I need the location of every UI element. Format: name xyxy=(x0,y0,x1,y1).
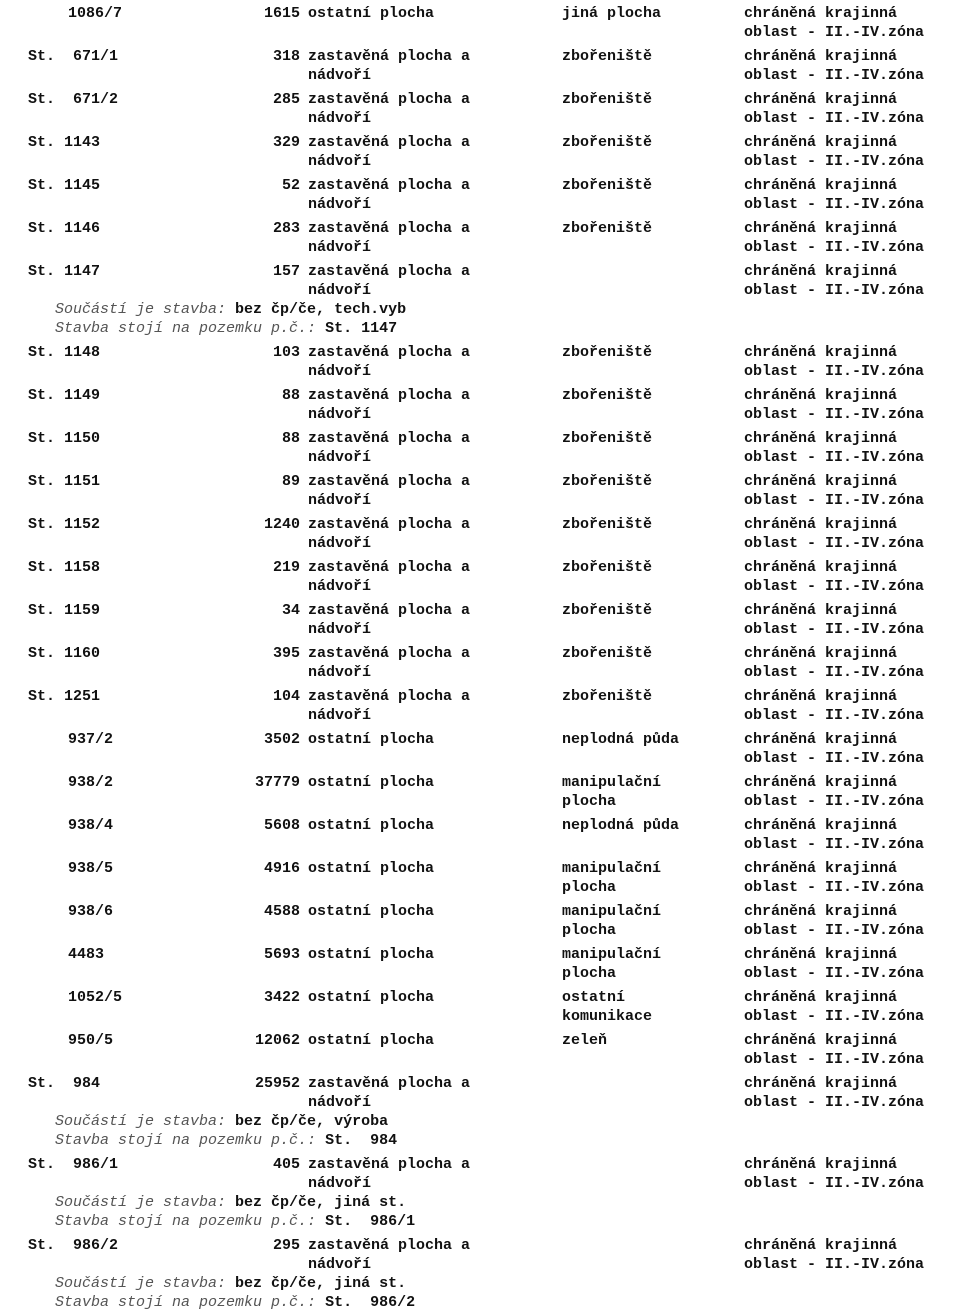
land-type-cell xyxy=(308,4,548,23)
protection-line: oblast - II.-IV.zóna xyxy=(744,707,925,724)
land-type-line: zastavěná plocha a xyxy=(308,473,471,490)
protection-line: chráněná krajinná xyxy=(744,134,898,151)
protection-line: oblast - II.-IV.zóna xyxy=(744,282,925,299)
parcel-number: St. 1251 xyxy=(28,688,101,705)
land-type-cell xyxy=(308,176,548,214)
land-use-cell xyxy=(562,515,732,534)
land-type-line: ostatní plocha xyxy=(308,1032,435,1049)
land-use-cell xyxy=(562,601,732,620)
note-value: St. 984 xyxy=(325,1132,398,1149)
land-type-cell xyxy=(308,773,548,792)
land-type-cell xyxy=(308,1236,548,1274)
protection-cell xyxy=(744,133,974,171)
building-note xyxy=(55,1131,397,1150)
land-use-cell xyxy=(562,816,732,835)
note-value: bez čp/če, jiná st. xyxy=(235,1275,407,1292)
parcel-number: St. 1145 xyxy=(28,177,101,194)
land-use-cell xyxy=(562,687,732,706)
land-use-cell xyxy=(562,343,732,362)
note-label: Součástí je stavba: xyxy=(55,1275,227,1292)
land-use-line: manipulační xyxy=(562,903,662,920)
parcel-number: 938/6 xyxy=(68,903,114,920)
protection-cell xyxy=(744,902,974,940)
land-type-line: ostatní plocha xyxy=(308,989,435,1006)
land-type-line: nádvoří xyxy=(308,664,372,681)
land-type-cell xyxy=(308,472,548,510)
land-type-line: ostatní plocha xyxy=(308,731,435,748)
land-type-line: zastavěná plocha a xyxy=(308,1075,471,1092)
land-use-line: zbořeniště xyxy=(562,516,653,533)
parcel-area: 5608 xyxy=(263,817,300,834)
land-use-cell xyxy=(562,773,732,811)
parcel-area: 12062 xyxy=(254,1032,300,1049)
land-use-cell xyxy=(562,902,732,940)
protection-cell xyxy=(744,687,974,725)
land-use-line: neplodná půda xyxy=(562,731,680,748)
land-type-cell xyxy=(308,90,548,128)
parcel-area: 3502 xyxy=(263,731,300,748)
parcel-number: St. 1143 xyxy=(28,134,101,151)
land-use-cell xyxy=(562,859,732,897)
protection-line: chráněná krajinná xyxy=(744,1075,898,1092)
parcel-number: St. 671/1 xyxy=(28,48,119,65)
land-type-line: nádvoří xyxy=(308,110,372,127)
protection-cell xyxy=(744,816,974,854)
land-use-cell xyxy=(562,47,732,66)
protection-cell xyxy=(744,515,974,553)
protection-cell xyxy=(744,429,974,467)
note-label: Stavba stojí na pozemku p.č.: xyxy=(55,1213,317,1230)
protection-line: chráněná krajinná xyxy=(744,516,898,533)
land-type-cell xyxy=(308,47,548,85)
land-use-cell xyxy=(562,472,732,491)
parcel-area: 103 xyxy=(272,344,300,361)
protection-cell xyxy=(744,472,974,510)
parcel-number: 1086/7 xyxy=(68,5,123,22)
protection-cell xyxy=(744,773,974,811)
building-note xyxy=(55,1293,415,1312)
protection-line: chráněná krajinná xyxy=(744,177,898,194)
protection-cell xyxy=(744,1031,974,1069)
parcel-area: 219 xyxy=(272,559,300,576)
parcel-area: 25952 xyxy=(254,1075,300,1092)
parcel-number: 938/2 xyxy=(68,774,114,791)
parcel-area: 395 xyxy=(272,645,300,662)
building-note xyxy=(55,1193,406,1212)
protection-cell xyxy=(744,262,974,300)
land-use-line: zbořeniště xyxy=(562,430,653,447)
protection-line: chráněná krajinná xyxy=(744,731,898,748)
protection-line: oblast - II.-IV.zóna xyxy=(744,1051,925,1068)
land-type-line: nádvoří xyxy=(308,406,372,423)
parcel-area: 3422 xyxy=(263,989,300,1006)
land-type-cell xyxy=(308,687,548,725)
land-use-cell xyxy=(562,176,732,195)
protection-line: oblast - II.-IV.zóna xyxy=(744,449,925,466)
note-value: bez čp/če, jiná st. xyxy=(235,1194,407,1211)
land-use-line: zbořeniště xyxy=(562,688,653,705)
land-use-line: zbořeniště xyxy=(562,177,653,194)
land-use-line: zbořeniště xyxy=(562,91,653,108)
protection-line: oblast - II.-IV.zóna xyxy=(744,836,925,853)
protection-line: oblast - II.-IV.zóna xyxy=(744,879,925,896)
note-label: Součástí je stavba: xyxy=(55,301,227,318)
parcel-number: St. 1146 xyxy=(28,220,101,237)
land-use-cell xyxy=(562,429,732,448)
land-use-line: plocha xyxy=(562,922,617,939)
land-type-cell xyxy=(308,133,548,171)
protection-line: chráněná krajinná xyxy=(744,344,898,361)
protection-line: chráněná krajinná xyxy=(744,91,898,108)
protection-line: oblast - II.-IV.zóna xyxy=(744,363,925,380)
building-note xyxy=(55,1274,406,1293)
land-type-cell xyxy=(308,945,548,964)
land-type-line: ostatní plocha xyxy=(308,817,435,834)
land-use-line: zbořeniště xyxy=(562,473,653,490)
protection-line: chráněná krajinná xyxy=(744,1156,898,1173)
parcel-area: 1240 xyxy=(263,516,300,533)
protection-line: chráněná krajinná xyxy=(744,903,898,920)
land-type-line: zastavěná plocha a xyxy=(308,645,471,662)
land-type-cell xyxy=(308,1074,548,1112)
protection-cell xyxy=(744,4,974,42)
protection-line: oblast - II.-IV.zóna xyxy=(744,535,925,552)
parcel-area: 5693 xyxy=(263,946,300,963)
parcel-area: 283 xyxy=(272,220,300,237)
parcel-number: St. 1147 xyxy=(28,263,101,280)
land-type-cell xyxy=(308,262,548,300)
land-use-cell xyxy=(562,90,732,109)
land-type-cell xyxy=(308,343,548,381)
note-label: Stavba stojí na pozemku p.č.: xyxy=(55,320,317,337)
land-type-cell xyxy=(308,558,548,596)
protection-line: chráněná krajinná xyxy=(744,817,898,834)
parcel-area: 1615 xyxy=(263,5,300,22)
protection-cell xyxy=(744,47,974,85)
land-use-cell xyxy=(562,386,732,405)
land-type-line: zastavěná plocha a xyxy=(308,602,471,619)
parcel-area: 37779 xyxy=(254,774,300,791)
protection-line: chráněná krajinná xyxy=(744,860,898,877)
parcel-area: 318 xyxy=(272,48,300,65)
land-type-line: nádvoří xyxy=(308,621,372,638)
parcel-number: St. 1151 xyxy=(28,473,101,490)
protection-cell xyxy=(744,1155,974,1193)
protection-line: oblast - II.-IV.zóna xyxy=(744,1008,925,1025)
parcel-number: St. 1158 xyxy=(28,559,101,576)
parcel-number: St. 1160 xyxy=(28,645,101,662)
parcel-number: St. 671/2 xyxy=(28,91,119,108)
protection-line: chráněná krajinná xyxy=(744,774,898,791)
land-type-line: zastavěná plocha a xyxy=(308,48,471,65)
land-type-line: zastavěná plocha a xyxy=(308,688,471,705)
land-type-line: nádvoří xyxy=(308,196,372,213)
protection-line: oblast - II.-IV.zóna xyxy=(744,793,925,810)
protection-line: chráněná krajinná xyxy=(744,48,898,65)
protection-line: chráněná krajinná xyxy=(744,559,898,576)
land-type-line: nádvoří xyxy=(308,535,372,552)
note-value: St. 986/1 xyxy=(325,1213,416,1230)
land-type-cell xyxy=(308,730,548,749)
note-value: St. 1147 xyxy=(325,320,398,337)
parcel-area: 329 xyxy=(272,134,300,151)
land-type-line: zastavěná plocha a xyxy=(308,220,471,237)
land-type-line: ostatní plocha xyxy=(308,774,435,791)
land-type-line: nádvoří xyxy=(308,1175,372,1192)
land-type-line: zastavěná plocha a xyxy=(308,516,471,533)
protection-line: oblast - II.-IV.zóna xyxy=(744,67,925,84)
parcel-number: St. 986/1 xyxy=(28,1156,119,1173)
protection-line: oblast - II.-IV.zóna xyxy=(744,153,925,170)
protection-line: chráněná krajinná xyxy=(744,473,898,490)
land-type-line: nádvoří xyxy=(308,282,372,299)
protection-cell xyxy=(744,386,974,424)
parcel-number: 938/5 xyxy=(68,860,114,877)
parcel-area: 285 xyxy=(272,91,300,108)
parcel-area: 34 xyxy=(281,602,300,619)
parcel-number: St. 986/2 xyxy=(28,1237,119,1254)
protection-cell xyxy=(744,859,974,897)
protection-cell xyxy=(744,219,974,257)
land-type-cell xyxy=(308,859,548,878)
land-type-line: zastavěná plocha a xyxy=(308,387,471,404)
building-note xyxy=(55,1212,415,1231)
land-type-line: nádvoří xyxy=(308,707,372,724)
parcel-number: St. 984 xyxy=(28,1075,101,1092)
parcel-area: 4588 xyxy=(263,903,300,920)
parcel-number: St. 1152 xyxy=(28,516,101,533)
land-type-line: nádvoří xyxy=(308,153,372,170)
land-use-line: manipulační xyxy=(562,774,662,791)
building-note xyxy=(55,1112,388,1131)
land-type-cell xyxy=(308,1155,548,1193)
land-type-line: zastavěná plocha a xyxy=(308,177,471,194)
protection-line: oblast - II.-IV.zóna xyxy=(744,492,925,509)
protection-line: chráněná krajinná xyxy=(744,645,898,662)
land-use-line: zbořeniště xyxy=(562,602,653,619)
land-type-cell xyxy=(308,644,548,682)
note-label: Součástí je stavba: xyxy=(55,1194,227,1211)
parcel-number: 937/2 xyxy=(68,731,114,748)
note-value: St. 986/2 xyxy=(325,1294,416,1311)
land-use-cell xyxy=(562,644,732,663)
protection-cell xyxy=(744,558,974,596)
protection-line: oblast - II.-IV.zóna xyxy=(744,750,925,767)
land-type-cell xyxy=(308,1031,548,1050)
protection-line: chráněná krajinná xyxy=(744,602,898,619)
protection-line: chráněná krajinná xyxy=(744,688,898,705)
parcel-area: 157 xyxy=(272,263,300,280)
land-type-cell xyxy=(308,816,548,835)
land-type-line: zastavěná plocha a xyxy=(308,91,471,108)
protection-cell xyxy=(744,644,974,682)
land-use-line: plocha xyxy=(562,793,617,810)
protection-cell xyxy=(744,730,974,768)
land-type-line: zastavěná plocha a xyxy=(308,263,471,280)
land-type-line: zastavěná plocha a xyxy=(308,559,471,576)
land-use-line: zbořeniště xyxy=(562,220,653,237)
land-type-cell xyxy=(308,601,548,639)
protection-cell xyxy=(744,601,974,639)
protection-cell xyxy=(744,343,974,381)
building-note xyxy=(55,319,397,338)
land-type-line: ostatní plocha xyxy=(308,5,435,22)
land-type-line: ostatní plocha xyxy=(308,946,435,963)
land-use-line: zbořeniště xyxy=(562,559,653,576)
land-type-line: zastavěná plocha a xyxy=(308,344,471,361)
protection-cell xyxy=(744,945,974,983)
land-type-line: nádvoří xyxy=(308,67,372,84)
parcel-number: St. 1159 xyxy=(28,602,101,619)
land-type-line: zastavěná plocha a xyxy=(308,430,471,447)
land-type-cell xyxy=(308,386,548,424)
protection-line: chráněná krajinná xyxy=(744,430,898,447)
land-use-line: zbořeniště xyxy=(562,344,653,361)
protection-cell xyxy=(744,176,974,214)
land-use-line: plocha xyxy=(562,965,617,982)
protection-cell xyxy=(744,90,974,128)
protection-line: oblast - II.-IV.zóna xyxy=(744,664,925,681)
protection-line: oblast - II.-IV.zóna xyxy=(744,1175,925,1192)
protection-line: oblast - II.-IV.zóna xyxy=(744,406,925,423)
protection-line: chráněná krajinná xyxy=(744,220,898,237)
parcel-area: 88 xyxy=(281,387,300,404)
land-type-line: nádvoří xyxy=(308,239,372,256)
protection-cell xyxy=(744,1074,974,1112)
parcel-number: 1052/5 xyxy=(68,989,123,1006)
land-use-line: zbořeniště xyxy=(562,645,653,662)
parcel-number: 950/5 xyxy=(68,1032,114,1049)
protection-line: chráněná krajinná xyxy=(744,263,898,280)
protection-line: oblast - II.-IV.zóna xyxy=(744,578,925,595)
land-use-line: ostatní xyxy=(562,989,626,1006)
land-use-cell xyxy=(562,988,732,1026)
land-type-line: nádvoří xyxy=(308,578,372,595)
land-type-line: zastavěná plocha a xyxy=(308,1237,471,1254)
note-value: bez čp/če, tech.vyb xyxy=(235,301,407,318)
land-use-line: zbořeniště xyxy=(562,387,653,404)
parcel-area: 405 xyxy=(272,1156,300,1173)
protection-line: chráněná krajinná xyxy=(744,1032,898,1049)
protection-line: oblast - II.-IV.zóna xyxy=(744,110,925,127)
parcel-area: 104 xyxy=(272,688,300,705)
land-type-line: nádvoří xyxy=(308,492,372,509)
land-type-line: nádvoří xyxy=(308,1256,372,1273)
parcel-number: St. 1149 xyxy=(28,387,101,404)
land-use-line: zbořeniště xyxy=(562,134,653,151)
land-type-cell xyxy=(308,515,548,553)
protection-line: oblast - II.-IV.zóna xyxy=(744,1256,925,1273)
protection-line: oblast - II.-IV.zóna xyxy=(744,196,925,213)
protection-line: oblast - II.-IV.zóna xyxy=(744,24,925,41)
protection-line: chráněná krajinná xyxy=(744,5,898,22)
land-use-cell xyxy=(562,1031,732,1050)
land-type-line: nádvoří xyxy=(308,449,372,466)
land-type-cell xyxy=(308,429,548,467)
land-use-cell xyxy=(562,730,732,749)
land-use-cell xyxy=(562,133,732,152)
parcel-number: St. 1148 xyxy=(28,344,101,361)
protection-line: oblast - II.-IV.zóna xyxy=(744,922,925,939)
land-use-line: plocha xyxy=(562,879,617,896)
land-use-line: manipulační xyxy=(562,946,662,963)
protection-cell xyxy=(744,988,974,1026)
land-use-cell xyxy=(562,558,732,577)
parcel-area: 89 xyxy=(281,473,300,490)
land-type-cell xyxy=(308,219,548,257)
protection-line: chráněná krajinná xyxy=(744,1237,898,1254)
protection-line: oblast - II.-IV.zóna xyxy=(744,239,925,256)
land-type-line: nádvoří xyxy=(308,1094,372,1111)
land-use-line: zbořeniště xyxy=(562,48,653,65)
protection-line: chráněná krajinná xyxy=(744,387,898,404)
land-type-line: nádvoří xyxy=(308,363,372,380)
parcel-number: St. 1150 xyxy=(28,430,101,447)
note-value: bez čp/če, výroba xyxy=(235,1113,389,1130)
land-use-line: manipulační xyxy=(562,860,662,877)
land-type-line: ostatní plocha xyxy=(308,903,435,920)
land-type-line: zastavěná plocha a xyxy=(308,134,471,151)
land-use-line: jiná plocha xyxy=(562,5,662,22)
protection-line: oblast - II.-IV.zóna xyxy=(744,1094,925,1111)
parcel-area: 295 xyxy=(272,1237,300,1254)
protection-line: chráněná krajinná xyxy=(744,989,898,1006)
note-label: Stavba stojí na pozemku p.č.: xyxy=(55,1132,317,1149)
land-use-cell xyxy=(562,219,732,238)
land-type-cell xyxy=(308,988,548,1007)
protection-line: oblast - II.-IV.zóna xyxy=(744,621,925,638)
land-use-line: zeleň xyxy=(562,1032,608,1049)
land-type-line: zastavěná plocha a xyxy=(308,1156,471,1173)
land-use-cell xyxy=(562,4,732,23)
note-label: Součástí je stavba: xyxy=(55,1113,227,1130)
land-type-line: ostatní plocha xyxy=(308,860,435,877)
land-use-line: neplodná půda xyxy=(562,817,680,834)
protection-cell xyxy=(744,1236,974,1274)
parcel-area: 52 xyxy=(281,177,300,194)
building-note xyxy=(55,300,406,319)
land-type-cell xyxy=(308,902,548,921)
land-use-cell xyxy=(562,945,732,983)
protection-line: oblast - II.-IV.zóna xyxy=(744,965,925,982)
protection-line: chráněná krajinná xyxy=(744,946,898,963)
land-use-line: komunikace xyxy=(562,1008,653,1025)
note-label: Stavba stojí na pozemku p.č.: xyxy=(55,1294,317,1311)
parcel-number: 4483 xyxy=(68,946,105,963)
parcel-number: 938/4 xyxy=(68,817,114,834)
parcel-area: 88 xyxy=(281,430,300,447)
parcel-area: 4916 xyxy=(263,860,300,877)
